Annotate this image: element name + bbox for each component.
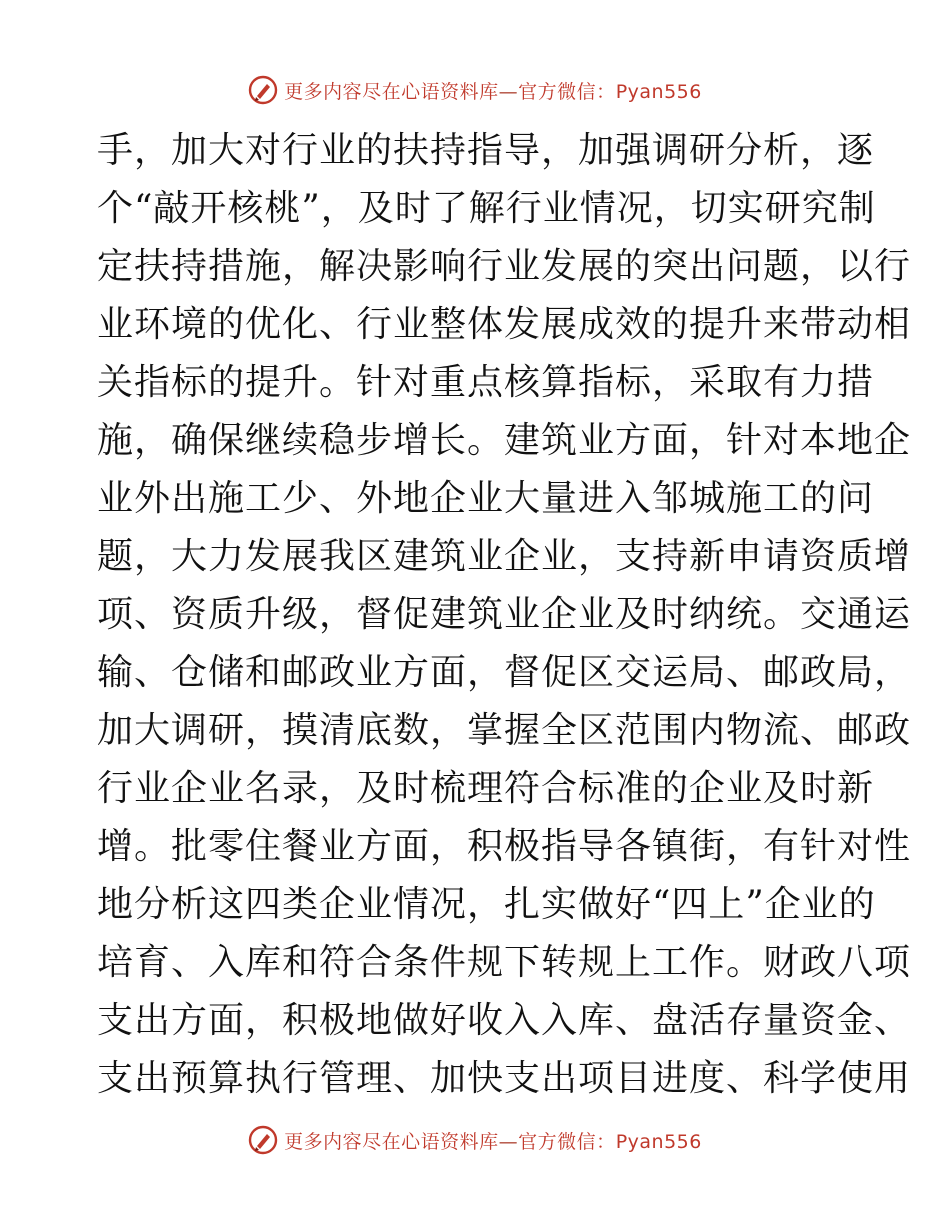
banner-main-text: 更多内容尽在心语资料库 (284, 80, 499, 103)
body-line: 输、仓储和邮政业方面，督促区交运局、邮政局， (97, 652, 912, 693)
body-line: 培育、入库和符合条件规下转规上工作。财政八项 (97, 942, 912, 983)
body-line: 手，加大对行业的扶持指导，加强调研分析，逐 (97, 130, 875, 171)
banner-wechat-label: 官方微信： (518, 80, 616, 103)
pen-logo-icon (248, 75, 278, 105)
banner-main-text: 更多内容尽在心语资料库 (284, 1130, 499, 1153)
body-line: 个“敲开核桃”，及时了解行业情况，切实研究制 (97, 188, 876, 229)
body-line: 增。批零住餐业方面，积极指导各镇街，有针对性 (97, 826, 912, 867)
body-line: 业外出施工少、外地企业大量进入邹城施工的问 (97, 478, 875, 519)
body-text (97, 122, 912, 1108)
body-line: 定扶持措施，解决影响行业发展的突出问题，以行 (97, 246, 912, 287)
banner-text (284, 1127, 702, 1154)
footer-banner (0, 1120, 950, 1160)
body-line: 支出预算执行管理、加快支出项目进度、科学使用 (97, 1058, 912, 1099)
header-banner (0, 70, 950, 110)
body-line: 题，大力发展我区建筑业企业，支持新申请资质增 (97, 536, 912, 577)
banner-wechat-id: Pyan556 (615, 1130, 702, 1153)
body-line: 项、资质升级，督促建筑业企业及时纳统。交通运 (97, 594, 912, 635)
banner-separator: — (498, 1130, 519, 1153)
body-line: 业环境的优化、行业整体发展成效的提升来带动相 (97, 304, 912, 345)
body-line: 关指标的提升。针对重点核算指标，采取有力措 (97, 362, 875, 403)
body-line: 支出方面，积极地做好收入入库、盘活存量资金、 (97, 1000, 912, 1041)
body-line: 行业企业名录，及时梳理符合标准的企业及时新 (97, 768, 875, 809)
banner-separator: — (498, 80, 519, 103)
body-line: 加大调研，摸清底数，掌握全区范围内物流、邮政 (97, 710, 912, 751)
banner-text (284, 77, 702, 104)
body-line: 施，确保继续稳步增长。建筑业方面，针对本地企 (97, 420, 912, 461)
banner-wechat-label: 官方微信： (518, 1130, 616, 1153)
body-line: 地分析这四类企业情况，扎实做好“四上”企业的 (97, 884, 876, 925)
pen-logo-icon (248, 1125, 278, 1155)
banner-wechat-id: Pyan556 (615, 80, 702, 103)
